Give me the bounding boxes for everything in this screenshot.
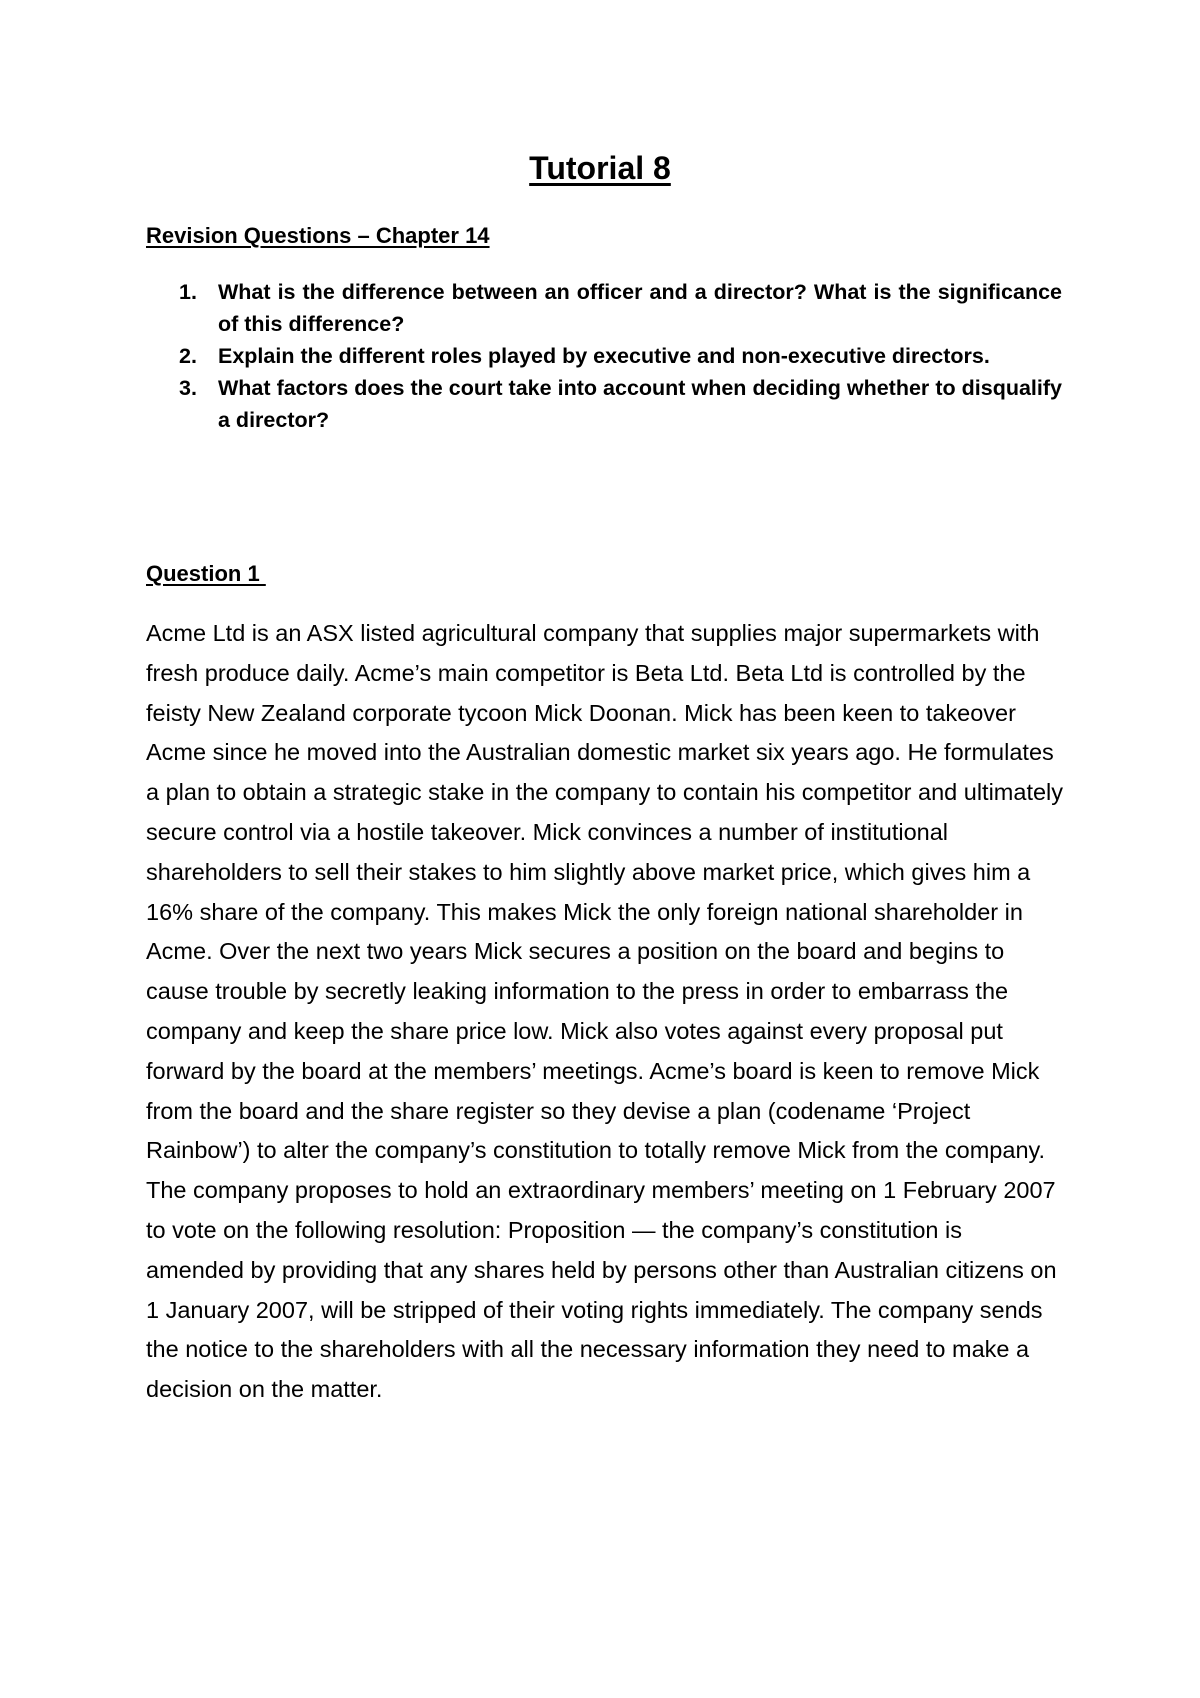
question-1-body: Acme Ltd is an ASX listed agricultural company that supplies major supermarkets with fresh produce daily. Acme’s main competitor is Beta Ltd. Beta Ltd is controlled by the feisty New Zealand corporate tycoon Mick Doonan. Mick has been keen to takeover Acme since he moved into the Australian domestic market six years ago. He formulates a plan to obtain a strategic stake in the company to contain his competitor and ultimately secure control via a hostile takeover. Mick convinces a number of institutional shareholders to sell their stakes to him slightly above market price, which gives him a 16% share of the company. This makes Mick the only foreign national shareholder in Acme. Over the next two years Mick secures a position on the board and begins to cause trouble by secretly leaking information to the press in order to embarrass the company and keep the share price low. Mick also votes against every proposal put forward by the board at the members’ meetings. Acme’s board is keen to remove Mick from the board and the share register so they devise a plan (codename ‘Project Rainbow’) to alter the company’s constitution to totally remove Mick from the company. The company proposes to hold an extraordinary members’ meeting on 1 February 2007 to vote on the following resolution: Proposition — the company’s constitution is amended by providing that any shares held by persons other than Australian citizens on 1 January 2007, will be stripped of their voting rights immediately. The company sends the notice to the shareholders with all the necessary information they need to make a decision on the matter.	[146, 620, 1064, 1403]
list-item-number: 2.	[179, 344, 197, 368]
list-item-text: Explain the different roles played by executive and non-executive directors.	[218, 344, 990, 368]
list-item-number: 3.	[179, 376, 197, 400]
revision-questions-heading: Revision Questions – Chapter 14	[146, 223, 490, 248]
list-item	[146, 340, 1062, 372]
list-item	[146, 276, 1062, 340]
page-title: Tutorial 8	[529, 150, 671, 186]
list-item	[146, 372, 1062, 436]
list-item-number: 1.	[179, 280, 197, 304]
revision-questions-list	[146, 276, 1062, 436]
list-item-text: What is the difference between an officer and a director? What is the significance of this difference?	[218, 280, 1062, 336]
question-1-heading: Question 1	[146, 561, 266, 586]
list-item-text: What factors does the court take into account when deciding whether to disqualify a director?	[218, 376, 1062, 432]
